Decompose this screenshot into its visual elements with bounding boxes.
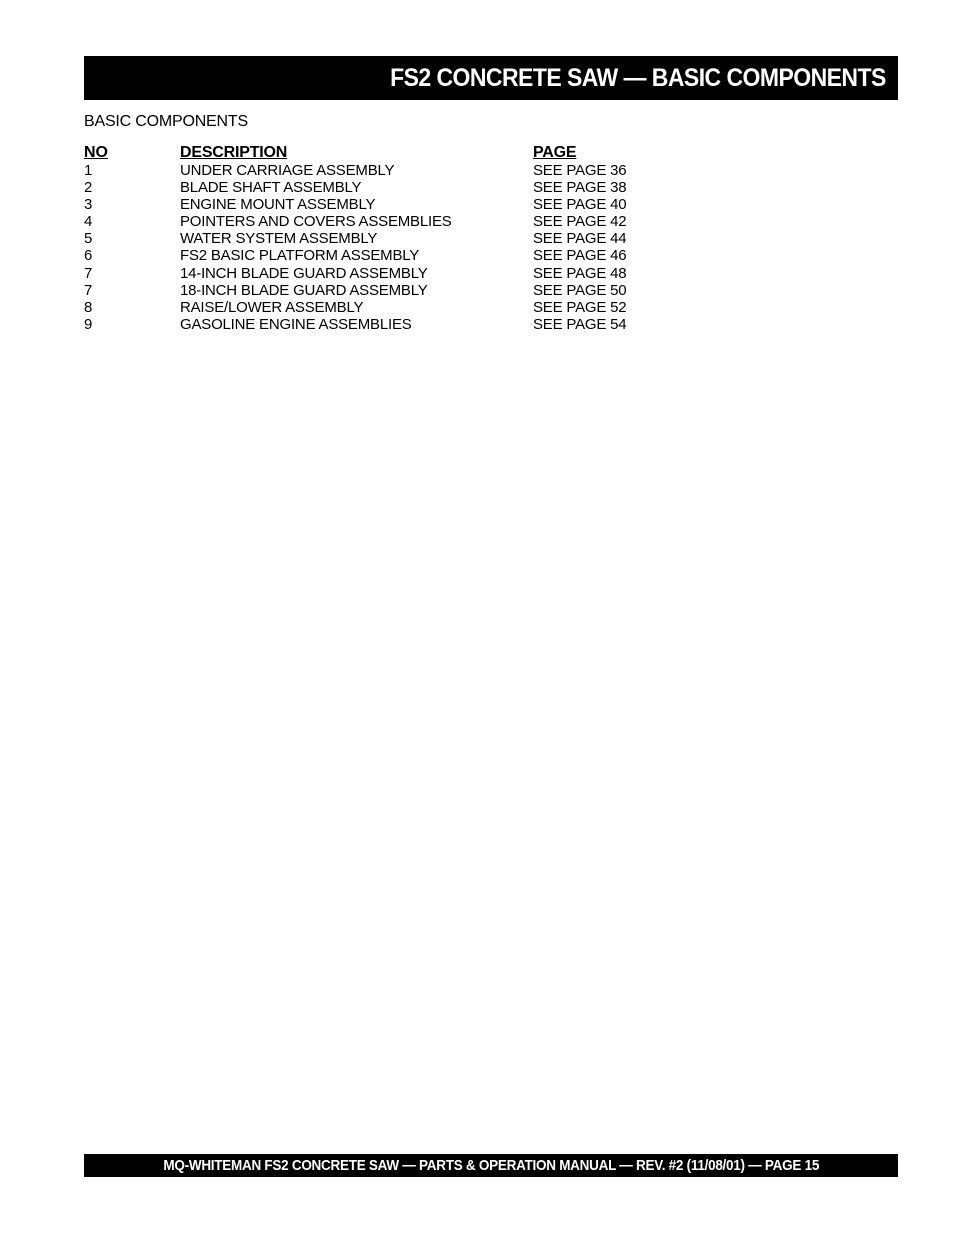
row-page-reference: SEE PAGE 54 bbox=[533, 315, 627, 333]
row-description: BLADE SHAFT ASSEMBLY bbox=[180, 179, 362, 197]
row-description: 14-INCH BLADE GUARD ASSEMBLY bbox=[180, 264, 428, 282]
column-header-description: DESCRIPTION bbox=[180, 144, 288, 161]
row-no: 7 bbox=[84, 281, 93, 299]
table-row bbox=[84, 213, 684, 230]
row-description: UNDER CARRIAGE ASSEMBLY bbox=[180, 162, 395, 179]
row-no: 1 bbox=[84, 162, 93, 179]
table-row bbox=[84, 162, 684, 179]
table-row bbox=[84, 316, 684, 333]
row-page-reference: SEE PAGE 52 bbox=[533, 298, 627, 316]
row-description: WATER SYSTEM ASSEMBLY bbox=[180, 230, 378, 248]
row-description: RAISE/LOWER ASSEMBLY bbox=[180, 298, 364, 316]
row-no: 7 bbox=[84, 264, 93, 282]
row-page-reference: SEE PAGE 40 bbox=[533, 196, 627, 214]
row-description: FS2 BASIC PLATFORM ASSEMBLY bbox=[180, 247, 420, 265]
page-header-bar bbox=[84, 56, 898, 100]
row-page-reference: SEE PAGE 50 bbox=[533, 281, 627, 299]
row-no: 8 bbox=[84, 298, 93, 316]
column-header-page: PAGE bbox=[533, 144, 577, 161]
page-title: FS2 CONCRETE SAW — BASIC COMPONENTS bbox=[390, 63, 886, 92]
row-page-reference: SEE PAGE 46 bbox=[533, 247, 627, 265]
table-row bbox=[84, 282, 684, 299]
row-no: 3 bbox=[84, 196, 93, 214]
row-description: GASOLINE ENGINE ASSEMBLIES bbox=[180, 315, 412, 333]
table-row bbox=[84, 247, 684, 264]
row-description: POINTERS AND COVERS ASSEMBLIES bbox=[180, 213, 452, 231]
table-row bbox=[84, 299, 684, 316]
row-page-reference: SEE PAGE 44 bbox=[533, 230, 627, 248]
row-no: 6 bbox=[84, 247, 93, 265]
section-heading: BASIC COMPONENTS bbox=[84, 113, 248, 130]
table-row bbox=[84, 230, 684, 247]
table-row bbox=[84, 196, 684, 213]
row-no: 2 bbox=[84, 179, 93, 197]
row-no: 4 bbox=[84, 213, 93, 231]
table-row bbox=[84, 265, 684, 282]
row-no: 5 bbox=[84, 230, 93, 248]
page-footer-bar bbox=[84, 1154, 898, 1177]
row-description: 18-INCH BLADE GUARD ASSEMBLY bbox=[180, 281, 428, 299]
column-header-no: NO bbox=[84, 144, 108, 161]
row-page-reference: SEE PAGE 42 bbox=[533, 213, 627, 231]
table-header-row bbox=[84, 143, 684, 162]
row-no: 9 bbox=[84, 315, 93, 333]
footer-text: MQ-WHITEMAN FS2 CONCRETE SAW — PARTS & OPERATION MANUAL — REV. #2 (11/08/01) — PAGE 15 bbox=[163, 1157, 819, 1174]
row-page-reference: SEE PAGE 38 bbox=[533, 179, 627, 197]
table-row bbox=[84, 179, 684, 196]
components-table bbox=[84, 143, 684, 333]
row-page-reference: SEE PAGE 36 bbox=[533, 162, 627, 179]
row-page-reference: SEE PAGE 48 bbox=[533, 264, 627, 282]
row-description: ENGINE MOUNT ASSEMBLY bbox=[180, 196, 376, 214]
